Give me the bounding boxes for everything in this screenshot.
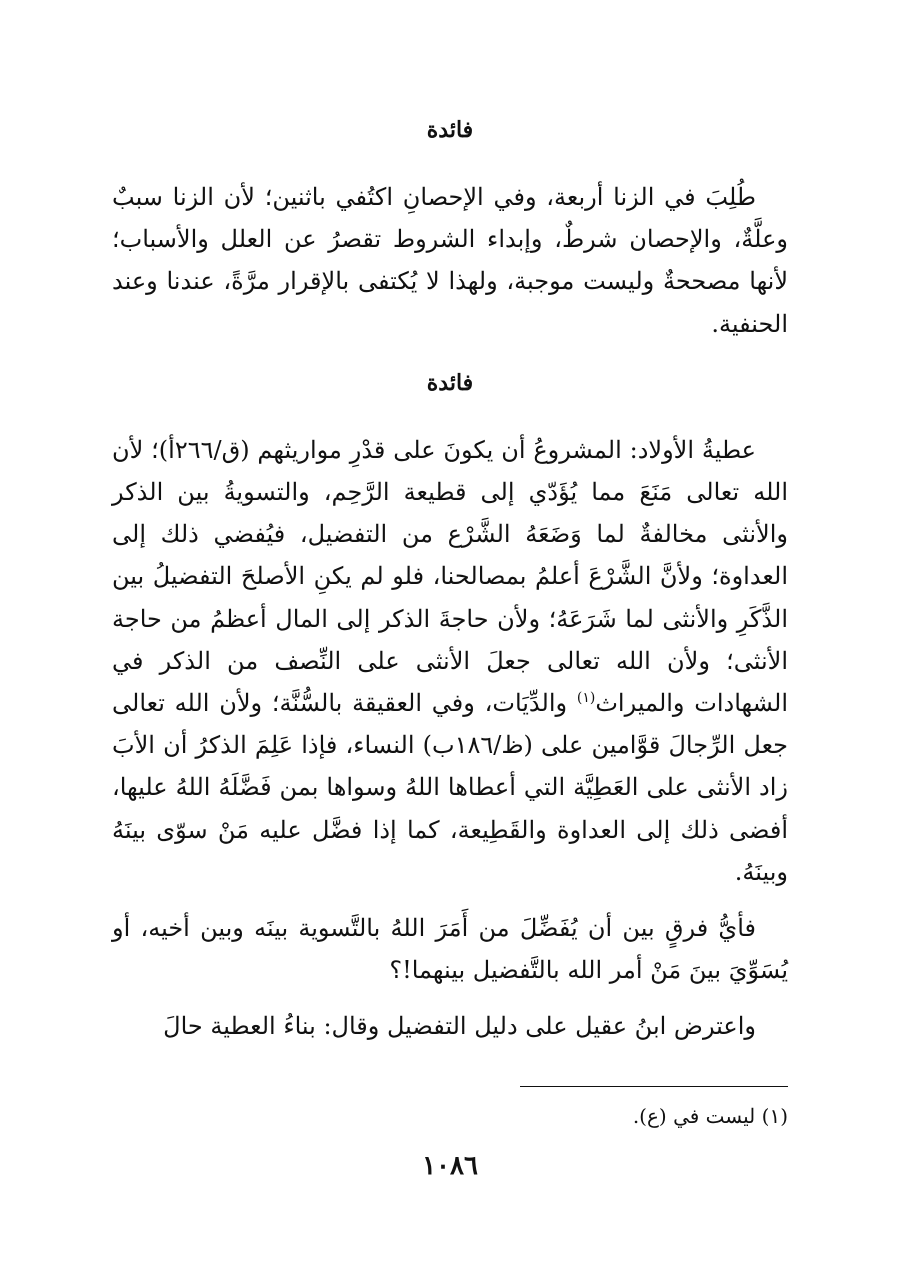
section-heading-1: فائدة — [426, 117, 474, 143]
section-2-paragraph-1 — [112, 429, 788, 893]
page-number: ١٠٨٦ — [422, 1151, 478, 1181]
section-2-paragraph-2: فأيُّ فرقٍ بين أن يُفَضِّلَ من أَمَرَ اللهُ بالتَّسوية بينَه وبين أخيه، أو يُسَوِّيَ بينَ مَنْ أمر الله بالتَّفضيل بينهما!؟ — [112, 914, 788, 985]
section-2-paragraph-3: واعترض ابنُ عقيل على دليل التفضيل وقال: بناءُ العطية حالَ — [163, 1012, 756, 1041]
paragraph-text-after-footnote: والدِّيَات، وفي العقيقة بالسُّنَّة؛ ولأن الله تعالى جعل الرِّجالَ قوَّامين على (ظ/١٨٦ب) النساء، فإذا عَلِمَ الذكرُ أن الأبَ زاد الأنثى على العَطِيَّة التي أعطاها اللهُ وسواها بمن فَضَّلَهُ اللهُ عليها، أفضى ذلك إلى العداوة والقَطِيعة، كما إذا فضَّل عليه مَنْ سوّى بينَهُ وبينَهُ. — [112, 689, 789, 886]
section-1-paragraph: طُلِبَ في الزنا أربعة، وفي الإحصانِ اكتُفي باثنين؛ لأن الزنا سببٌ وعلَّةٌ، والإحصان شرطٌ، وإبداء الشروط تقصرُ عن العلل والأسباب؛ لأنها مصححةٌ وليست موجبة، ولهذا لا يُكتفى بالإقرار مرَّةً، عندنا وعند الحنفية. — [112, 183, 788, 338]
footnote-marker: (١) — [576, 690, 596, 707]
footnote: (١) ليست في (ع). — [632, 1103, 788, 1128]
page-content — [112, 112, 788, 1131]
section-heading-2: فائدة — [426, 369, 474, 396]
paragraph-text-before-footnote: عطيةُ الأولاد: المشروعُ أن يكونَ على قدْرِ مواريثهم (ق/٢٦٦أ)؛ لأن الله تعالى مَنَعَ مما يُؤَدّي إلى قطيعة الرَّحِم، والتسويةُ بين الذكر والأنثى مخالفةٌ لما وَضَعَهُ الشَّرْع من التفضيل، فيُفضي ذلك إلى العداوة؛ ولأنَّ الشَّرْعَ أعلمُ بمصالحنا، فلو لم يكنِ الأصلحَ التفضيلُ بين الذَّكَرِ والأنثى لما شَرَعَهُ؛ ولأن حاجةَ الذكر إلى المال أعظمُ من حاجة الأنثى؛ ولأن الله تعالى جعلَ الأنثى على النِّصف من الذكر في الشهادات والميراث — [112, 435, 788, 718]
footnote-divider — [520, 1086, 788, 1087]
